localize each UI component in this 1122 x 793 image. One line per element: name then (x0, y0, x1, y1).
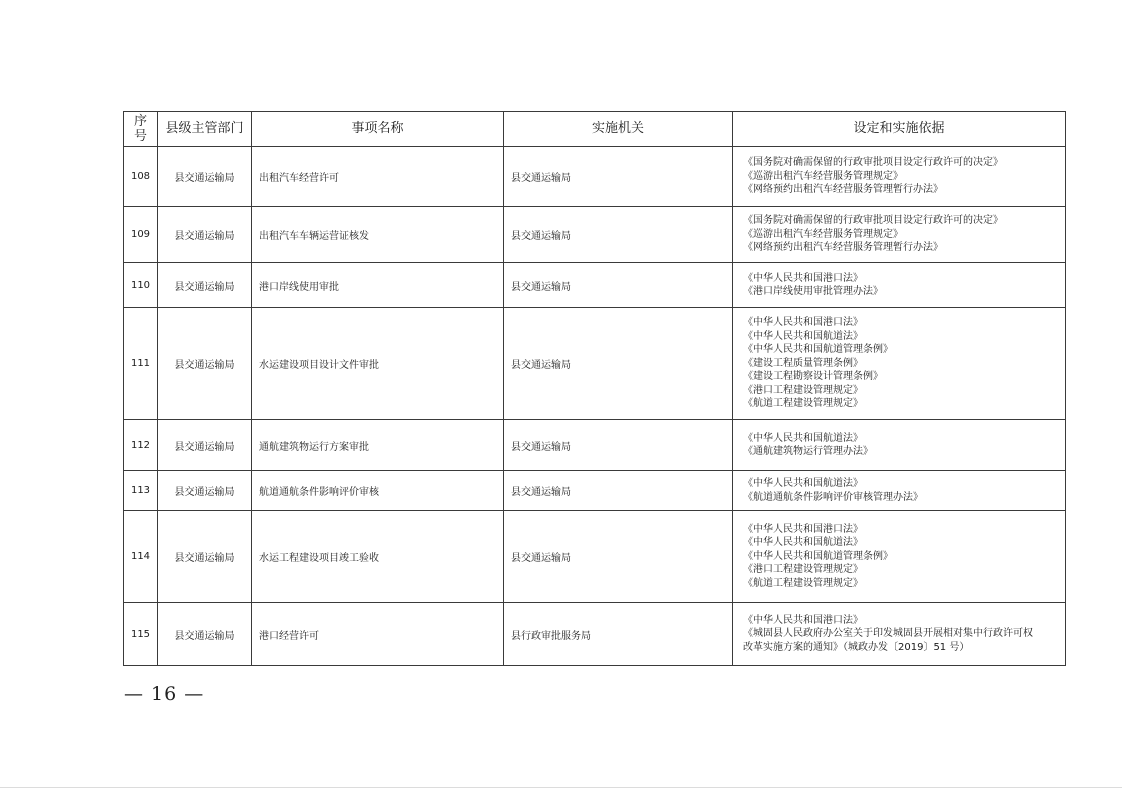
row-org: 县交通运输局 (504, 471, 733, 511)
row-basis (733, 420, 1066, 471)
basis-line: 《中华人民共和国航道法》 (743, 478, 863, 489)
row-seq: 109 (124, 207, 158, 263)
row-dept: 县交通运输局 (158, 511, 252, 603)
table-row (124, 471, 1066, 511)
row-basis (733, 308, 1066, 420)
basis-line: 《国务院对确需保留的行政审批项目设定行政许可的决定》 (743, 215, 1003, 227)
header-basis: 设定和实施依据 (733, 112, 1066, 147)
row-basis (733, 207, 1066, 263)
row-seq: 110 (124, 263, 158, 308)
row-item: 出租汽车经营许可 (252, 147, 504, 207)
row-basis (733, 263, 1066, 308)
basis-line: 《通航建筑物运行管理办法》 (743, 446, 873, 457)
basis-line: 《港口岸线使用审批管理办法》 (743, 286, 883, 297)
page-number: — 16 — (124, 683, 205, 705)
table-body (124, 147, 1066, 666)
basis-line: 《网络预约出租汽车经营服务管理暂行办法》 (743, 242, 943, 254)
row-seq: 112 (124, 420, 158, 471)
row-item: 港口岸线使用审批 (252, 263, 504, 308)
basis-line: 《国务院对确需保留的行政审批项目设定行政许可的决定》 (743, 157, 1003, 169)
row-item: 水运工程建设项目竣工验收 (252, 511, 504, 603)
row-seq: 111 (124, 308, 158, 420)
row-dept: 县交通运输局 (158, 147, 252, 207)
basis-line: 《中华人民共和国航道法》 (743, 432, 863, 444)
header-seq (124, 112, 158, 147)
row-org: 县交通运输局 (504, 207, 733, 263)
row-item: 航道通航条件影响评价审核 (252, 471, 504, 511)
table-row (124, 308, 1066, 420)
header-org: 实施机关 (504, 112, 733, 147)
row-org: 县交通运输局 (504, 308, 733, 420)
row-dept: 县交通运输局 (158, 263, 252, 308)
basis-line: 《巡游出租汽车经营服务管理规定》 (743, 170, 903, 182)
row-dept: 县交通运输局 (158, 308, 252, 420)
row-org: 县交通运输局 (504, 147, 733, 207)
row-org: 县交通运输局 (504, 511, 733, 603)
table-row (124, 207, 1066, 263)
row-dept: 县交通运输局 (158, 420, 252, 471)
row-org: 县行政审批服务局 (504, 603, 733, 666)
header-dept: 县级主管部门 (158, 112, 252, 147)
row-basis (733, 471, 1066, 511)
basis-line: 《航道工程建设管理规定》 (743, 577, 863, 589)
basis-line: 《城固县人民政府办公室关于印发城固县开展相对集中行政许可权 (743, 628, 1033, 640)
row-seq: 108 (124, 147, 158, 207)
table-row (124, 263, 1066, 308)
row-org: 县交通运输局 (504, 420, 733, 471)
basis-line: 《中华人民共和国港口法》 (743, 272, 863, 284)
basis-line: 《中华人民共和国港口法》 (743, 523, 863, 535)
table-header-row (124, 112, 1066, 147)
basis-line: 《中华人民共和国航道法》 (743, 537, 863, 549)
basis-line: 《港口工程建设管理规定》 (743, 384, 863, 396)
basis-line: 《中华人民共和国港口法》 (743, 317, 863, 329)
row-basis (733, 511, 1066, 603)
row-item: 水运建设项目设计文件审批 (252, 308, 504, 420)
row-item: 通航建筑物运行方案审批 (252, 420, 504, 471)
row-dept: 县交通运输局 (158, 603, 252, 666)
row-dept: 县交通运输局 (158, 207, 252, 263)
table-row (124, 147, 1066, 207)
basis-line: 《建设工程质量管理条例》 (743, 357, 863, 369)
basis-line: 《网络预约出租汽车经营服务管理暂行办法》 (743, 184, 943, 196)
row-org: 县交通运输局 (504, 263, 733, 308)
header-seq-line2: 号 (133, 129, 147, 144)
table-row (124, 420, 1066, 471)
basis-line: 《中华人民共和国港口法》 (743, 614, 863, 626)
basis-line: 《中华人民共和国航道法》 (743, 330, 863, 342)
row-seq: 113 (124, 471, 158, 511)
row-basis (733, 603, 1066, 666)
header-item: 事项名称 (252, 112, 504, 147)
row-seq: 114 (124, 511, 158, 603)
basis-line: 改革实施方案的通知》（城政办发〔2019〕51 号） (743, 641, 970, 653)
scan-edge-line (0, 787, 1122, 788)
basis-line: 《航道工程建设管理规定》 (743, 398, 863, 410)
row-seq: 115 (124, 603, 158, 666)
basis-line: 《中华人民共和国航道管理条例》 (743, 550, 893, 562)
basis-line: 《中华人民共和国航道管理条例》 (743, 344, 893, 356)
row-item: 港口经营许可 (252, 603, 504, 666)
table-row (124, 603, 1066, 666)
approval-items-table (123, 111, 1066, 666)
basis-line: 《航道通航条件影响评价审核管理办法》 (743, 491, 923, 503)
row-dept: 县交通运输局 (158, 471, 252, 511)
basis-line: 《巡游出租汽车经营服务管理规定》 (743, 228, 903, 240)
table-row (124, 511, 1066, 603)
header-seq-line1: 序 (133, 114, 147, 129)
row-basis (733, 147, 1066, 207)
basis-line: 《建设工程勘察设计管理条例》 (743, 371, 883, 383)
basis-line: 《港口工程建设管理规定》 (743, 564, 863, 576)
row-item: 出租汽车车辆运营证核发 (252, 207, 504, 263)
